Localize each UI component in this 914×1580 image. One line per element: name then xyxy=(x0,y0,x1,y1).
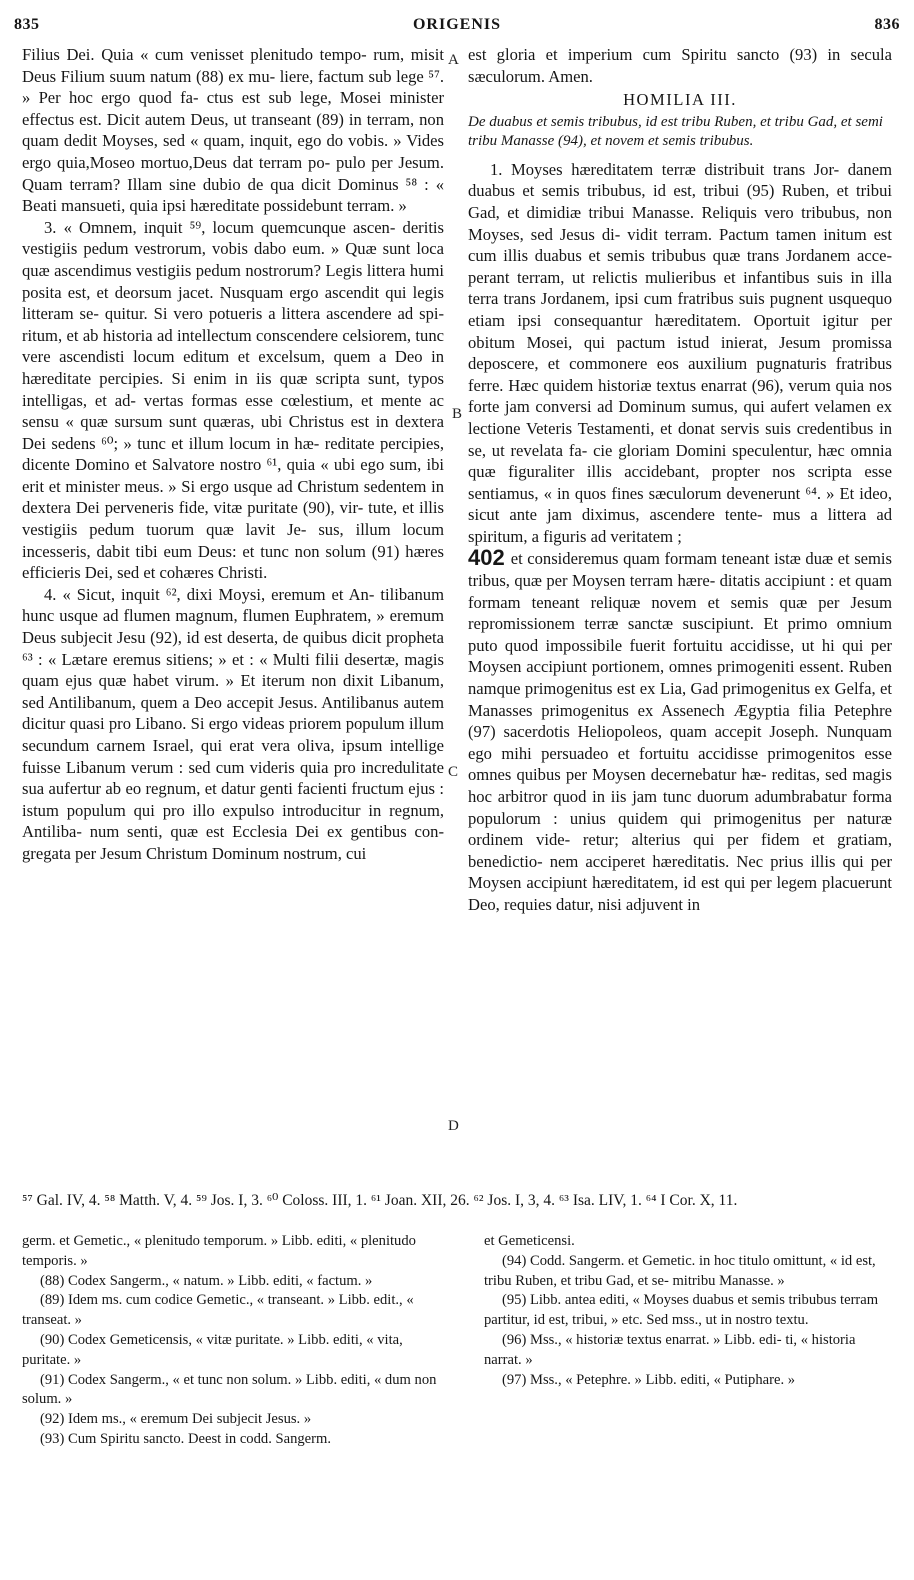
footnotes-right xyxy=(484,1232,892,1390)
footnote: et Gemeticensi. xyxy=(484,1233,575,1249)
margin-mark-d: D xyxy=(448,1118,459,1134)
footnote: (95) Libb. antea editi, « Moyses duabus et semis tribubus terram partitur, id est, tribui, » etc. Sed mss., ut in nostro textu. xyxy=(484,1292,879,1329)
margin-mark-c: C xyxy=(448,764,459,780)
scripture-references: ⁵⁷ Gal. IV, 4. ⁵⁸ Matth. V, 4. ⁵⁹ Jos. I, 3. ⁶⁰ Coloss. III, 1. ⁶¹ Joan. XII, 26. ⁶² Jos. I, 3, 4. ⁶³ Isa. LIV, 1. ⁶⁴ I Cor. X, 11. xyxy=(22,1192,738,1209)
paragraph-left-2: 3. « Omnem, inquit ⁵⁹, locum quemcunque ascen- deritis vestigiis pedum vestrorum, vobis dabo eum. » Quæ sunt loca quæ ascendimus vestigiis pedum nostrorum? Legis littera humi posita est, et deorsum jacet. Nusquam ergo ascendit qui legis litteram se- quitur. Si vero potueris a littera ascendere ad spi- ritum, et ab historia ad intellectum conscendere celsiorem, tunc vere ascendisti locum editum et excelsum, quem a Deo in hæreditate percipies. Si enim in iis quæ scripta sunt, typos intelligas, et ad- vertas formas esse cœlestium, et mente ac sensu « quæ sursum sunt quæras, ubi Christus est in dextera Dei sedens ⁶⁰; » tunc et illum locum in hæ- reditate percipies, dicente Domino et Salvatore nostro ⁶¹, quia « ubi ego sum, ibi erit et minister meus. » Si ergo usque ad Christum sedentem in dextera Dei perveneris fide, vitæ puritate (90), vir- tute, et illis vestigiis pedum tuorum quæ lavit Je- sus, illum locum incesseris, dabit tibi eum Deus: et tunc non solum (91) hæres efficieris Dei, sed et cohæres Christi. xyxy=(22,217,444,583)
margin-mark-b: B xyxy=(452,406,463,422)
left-page-number: 835 xyxy=(14,16,40,33)
footnote: (97) Mss., « Petephre. » Libb. editi, « Putiphare. » xyxy=(502,1371,796,1388)
footnote: germ. et Gemetic., « plenitudo temporum. » Libb. editi, « plenitudo temporis. » xyxy=(22,1233,416,1269)
paragraph-right-1: 1. Moyses hæreditatem terræ distribuit trans Jor- danem duabus et semis tribubus, id est, tribui (95) Ruben, et tribui Gad, et dimidiæ tribui Manasse. Reliquis vero tribubus, non Moyses, sed Jesus di- vidit terram. Pactum tamen initum est cum illis duabus et semis tribubus quæ trans Jordanem acce- perant terram, ut relictis mulieribus et infantibus suis in illa terra trans Jordanem, ipsi cum fratribus suis pugnent usquequo etiam ipsi consequantur hæreditatem. Oportuit igitur per obitum Mosei, qui pactum istud inierat, Jesum promissa deposcere, et commonere eos auxilium pugnaturis fratribus ferre. Hæc quidem historiæ textus enarrat (96), verum quia nos forte jam conversi ad Dominum sumus, qui aufert velamen ex lectione Veteris Testamenti, et donat servis suis credentibus in se, ut revelata fa- cie gloriam Domini speculentur, hæc omnia quæ figuraliter illis accidebant, propter nos scripta esse sentiamus, « in quos fines sæculorum devenerunt ⁶⁴. » Et ideo, sicut ante jam diximus, ascendere tente- mus a littera ad spiritum, a figuris ad veritatem ; xyxy=(468,159,892,546)
right-text-column xyxy=(468,44,892,916)
footnotes-left xyxy=(22,1232,444,1450)
left-text-column xyxy=(22,44,444,865)
footnote: (89) Idem ms. cum codice Gemetic., « transeant. » Libb. edit., « transeat. » xyxy=(22,1292,414,1329)
footnote: (96) Mss., « historiæ textus enarrat. » Libb. edi- ti, « historia narrat. » xyxy=(484,1331,856,1368)
running-title: ORIGENIS xyxy=(412,16,502,33)
paragraph-right-2: et consideremus quam formam teneant istæ duæ et semis tribus, quæ per Moysen terram hære- ditatis accipiunt : et quam formam teneant reliquæ novem et semis quæ per Jesum repromissionem terræ sanctæ suscipiunt. Et primo omnium puto quod impossibile fuerit fortuitu accidisse, ut hi qui per Moysen accipiunt portionem, omnes primogeniti essent. Ruben namque primogenitus est ex Lia, Gad primogenitus ex Gelfa, et Manasses primogenitus ex Assenech Ægyptia filia Petephre (97) sacerdotis Heliopoleos, quam accepit Joseph. Nunquam ego mihi persuadeo et fortuitu accidisse primogenitos esse omnes quibus per Moysen decernebatur hæ- reditas, sed magis hoc arbitror quod in iis jam tunc duorum adumbrabatur forma populorum : unius quidem qui primogenitus per naturæ ordinem vide- retur; alterius qui per fidem et gratiam, benedictio- nem acciperet hæreditatis. Nec prius illis qui per Moysen accipiunt hæreditatem, id est qui per legem placuerunt Deo, requies datur, nisi adjuvent in xyxy=(468,549,892,914)
homily-title: HOMILIA III. xyxy=(623,90,737,110)
homily-subtitle: De duabus et semis tribubus, id est tribu Ruben, et tribu Gad, et semi tribu Manasse (94), et novem et semis tribubus. xyxy=(468,113,883,149)
footnote: (94) Codd. Sangerm. et Gemetic. in hoc titulo omittunt, « id est, tribu Ruben, et tribu Gad, et se- mitribu Manasse. » xyxy=(484,1252,876,1289)
right-page-number: 836 xyxy=(874,16,900,33)
paragraph-left-3: 4. « Sicut, inquit ⁶², dixi Moysi, eremum et An- tilibanum hunc usque ad flumen magnum, flumen Euphratem, » eremum Deus subjecit Jesu (92), id est deserta, de quibus dicit propheta ⁶³ : « Lætare eremus sitiens; » et : « Multi filii desertæ, magis quam ejus quæ habet virum. » Et iterum non dixit Libanum, sed Antilibanum, quem a Deo accepit Jesus. Antilibanus autem dicitur quasi pro Libano. Si ergo videas priorem populum illum secundum carnem Israel, qui erat vera oliva, ipsum intellige fuisse Libanum verum : sed cum videris quia pro incredulitate sua aufertur ab eo regnum, et datur genti facienti fructum ejus : istum populum qui pro illo expulso introducitur in regnum, Antiliba- num senti, quæ est Ecclesia Dei ex gentibus con- gregata per Jesum Christum Dominum nostrum, cui xyxy=(22,584,444,863)
paragraph-left-1: Filius Dei. Quia « cum venisset plenitudo tempo- rum, misit Deus Filium suum natum (88) ex mu- liere, factum sub lege ⁵⁷. » Per hoc ergo quod fa- ctus est sub lege, Mosei minister effectus est. Dicit autem Deus, ut transeant (89) in terram, non quam dedit Moyses, sed « quam, inquit, ego do vobis. » Vides ergo quia,Moseo mortuo,Deus dat terram po- pulo per Jesum. Quam terram? Illam sine dubio de qua dicit Dominus ⁵⁸ : « Beati mansueti, quia ipsi hæreditate possidebunt terram. » xyxy=(22,45,444,216)
column-number: 402 xyxy=(468,545,505,571)
footnote: (93) Cum Spiritu sancto. Deest in codd. Sangerm. xyxy=(40,1430,332,1447)
running-header xyxy=(14,16,900,40)
paragraph-right-0: est gloria et imperium cum Spiritu sancto (93) in secula sæculorum. Amen. xyxy=(468,45,892,86)
footnote: (88) Codex Sangerm., « natum. » Libb. editi, « factum. » xyxy=(40,1272,373,1289)
footnote: (92) Idem ms., « eremum Dei subjecit Jesus. » xyxy=(40,1411,312,1428)
footnote: (90) Codex Gemeticensis, « vitæ puritate. » Libb. editi, « vita, puritate. » xyxy=(22,1331,403,1368)
footnote: (91) Codex Sangerm., « et tunc non solum. » Libb. editi, « dum non solum. » xyxy=(22,1371,437,1408)
margin-mark-a: A xyxy=(448,52,459,68)
